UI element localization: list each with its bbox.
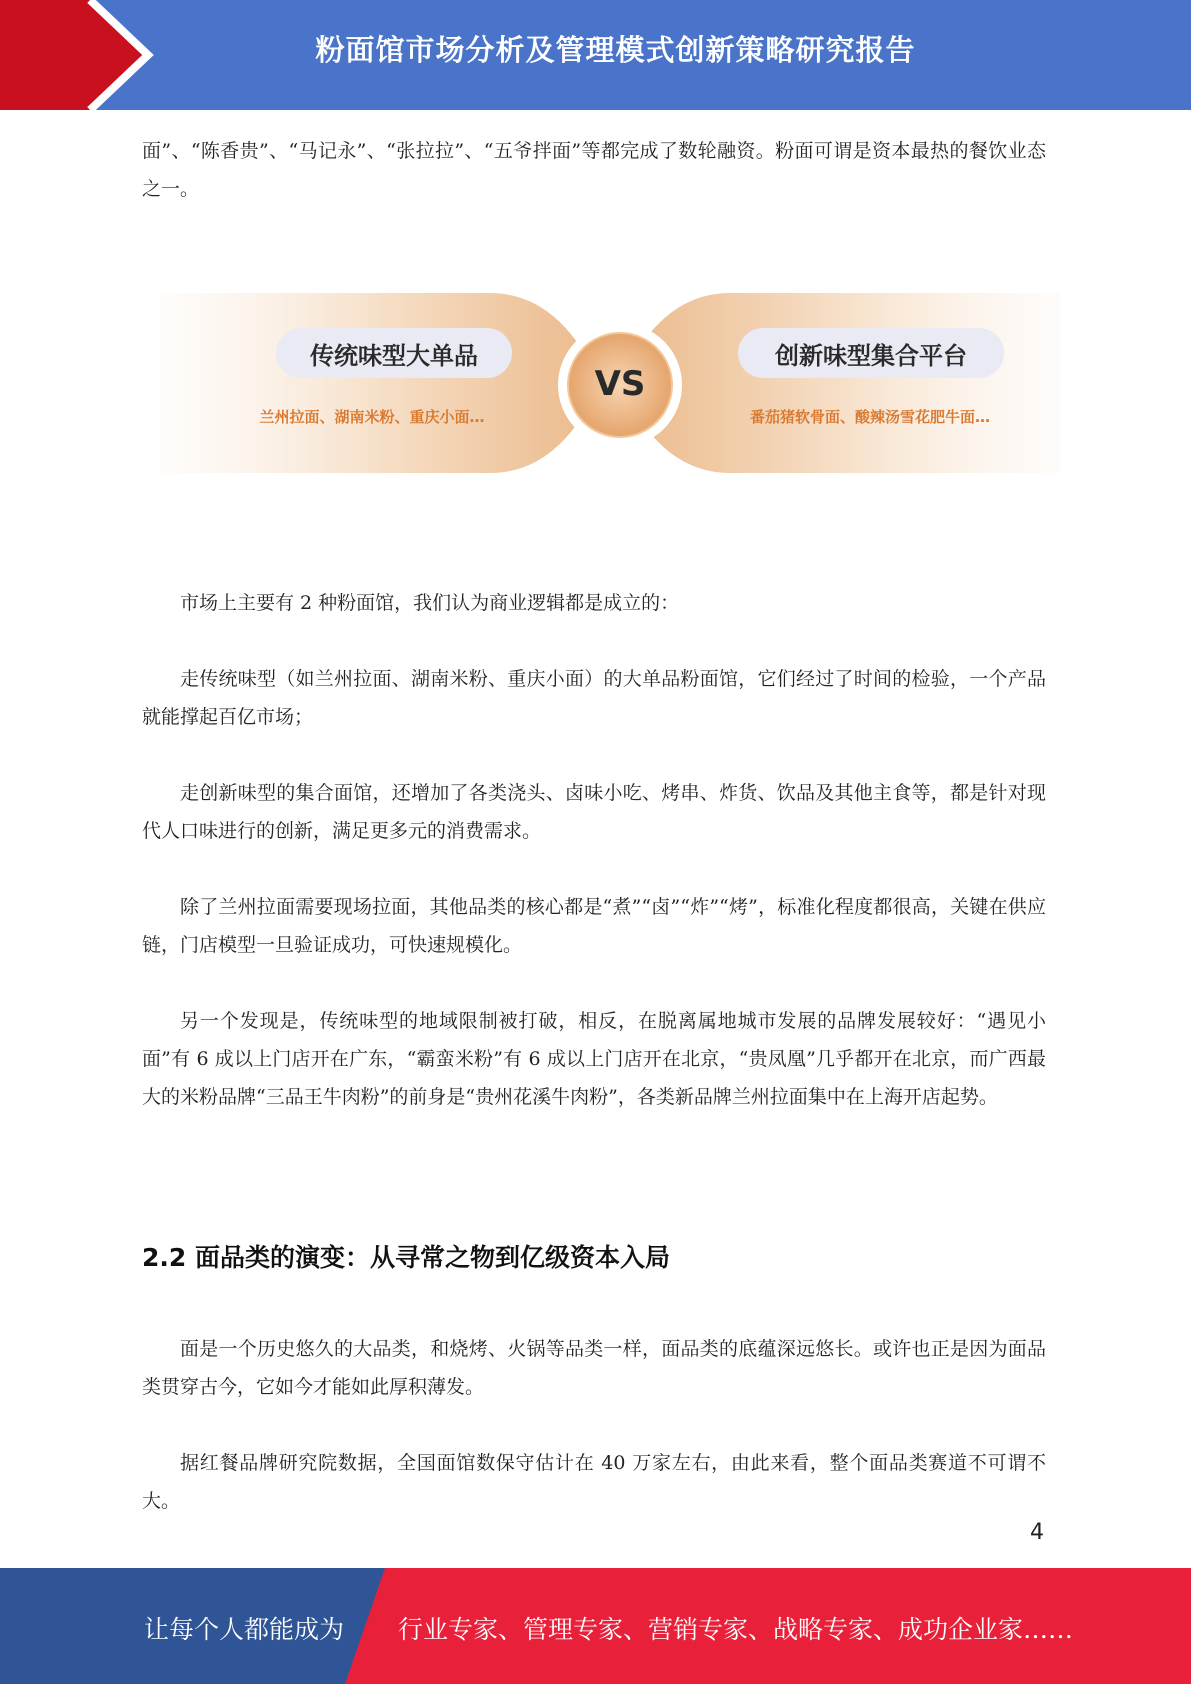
paragraph: 走创新味型的集合面馆，还增加了各类浇头、卤味小吃、烤串、炸货、饮品及其他主食等，都是针对现代人口味进行的创新，满足更多元的消费需求。 <box>142 782 1046 842</box>
market-paragraph-4 <box>142 888 1046 964</box>
section-paragraph-2 <box>142 1444 1046 1520</box>
intro-block <box>142 132 1046 208</box>
page-footer <box>0 1568 1191 1684</box>
footer-slogan-right: 行业专家、管理专家、营销专家、战略专家、成功企业家…… <box>398 1615 1074 1644</box>
section-heading: 2.2 面品类的演变：从寻常之物到亿级资本入局 <box>142 1243 670 1272</box>
paragraph: 面是一个历史悠久的大品类，和烧烤、火锅等品类一样，面品类的底蕴深远悠长。或许也正是因为面品类贯穿古今，它如今才能如此厚积薄发。 <box>142 1338 1046 1398</box>
market-paragraph-3 <box>142 774 1046 850</box>
comparison-graphic <box>160 288 1060 478</box>
paragraph: 除了兰州拉面需要现场拉面，其他品类的核心都是“煮”“卤”“炸”“烤”，标准化程度都很高，关键在供应链，门店模型一旦验证成功，可快速规模化。 <box>142 896 1046 956</box>
page-header <box>0 0 1191 110</box>
report-title: 粉面馆市场分析及管理模式创新策略研究报告 <box>315 33 916 67</box>
right-option-title: 创新味型集合平台 <box>738 328 1004 378</box>
right-option-examples: 番茄猪软骨面、酸辣汤雪花肥牛面… <box>749 408 990 426</box>
page-number: 4 <box>1030 1520 1044 1545</box>
left-option-examples: 兰州拉面、湖南米粉、重庆小面… <box>259 408 485 426</box>
section-paragraph-1 <box>142 1330 1046 1406</box>
paragraph: 另一个发现是，传统味型的地域限制被打破，相反，在脱离属地城市发展的品牌发展较好：“遇见小面”有 6 成以上门店开在广东，“霸蛮米粉”有 6 成以上门店开在北京，“贵凤凰”几乎都开在北京，而广西最大的米粉品牌“三品王牛肉粉”的前身是“贵州花溪牛肉粉”，各类新品牌兰州拉面集中在上海开店起势。 <box>142 1010 1046 1108</box>
market-paragraph-1 <box>142 584 1046 622</box>
left-option-title: 传统味型大单品 <box>276 328 512 378</box>
paragraph: 走传统味型（如兰州拉面、湖南米粉、重庆小面）的大单品粉面馆，它们经过了时间的检验，一个产品就能撑起百亿市场； <box>142 668 1046 728</box>
vs-label: VS <box>594 364 646 404</box>
paragraph: 据红餐品牌研究院数据，全国面馆数保守估计在 40 万家左右，由此来看，整个面品类赛道不可谓不大。 <box>142 1452 1046 1512</box>
market-paragraph-5 <box>142 1002 1046 1116</box>
footer-slogan-left: 让每个人都能成为 <box>144 1615 345 1644</box>
paragraph: 市场上主要有 2 种粉面馆，我们认为商业逻辑都是成立的： <box>180 592 680 614</box>
intro-paragraph: 面”、“陈香贵”、“马记永”、“张拉拉”、“五爷拌面”等都完成了数轮融资。粉面可谓是资本最热的餐饮业态之一。 <box>142 140 1046 200</box>
market-paragraph-2 <box>142 660 1046 736</box>
